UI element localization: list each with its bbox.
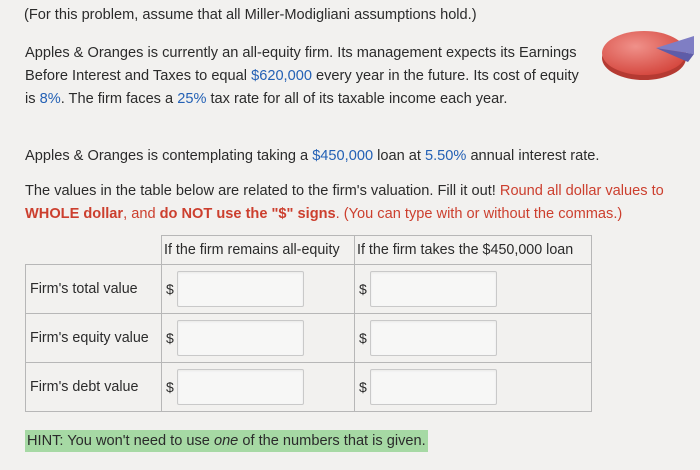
equity-value-all-equity-cell [162,314,355,363]
loan-amount: $450,000 [312,148,374,164]
whole-dollar-note: WHOLE dollar [25,206,124,222]
debt-value-with-loan-input[interactable] [370,369,497,405]
equity-value-all-equity-input[interactable] [177,320,304,356]
pie-chart-icon [600,22,696,84]
total-value-with-loan-cell [355,265,592,314]
dollar-sign: $ [166,281,174,297]
row-label-total-value: Firm's total value [26,265,162,314]
hint-emphasis: one [213,433,239,449]
no-dollar-sign-note: do NOT use the "$" signs [159,206,336,222]
tax-rate-value: 25% [177,91,207,107]
table-row [26,265,592,314]
dollar-sign: $ [359,379,367,395]
loan-text-3: annual interest rate. [466,148,600,164]
valuation-table [25,235,592,412]
intro-paragraph [25,42,585,111]
instructions-text: The values in the table below are related to the firm's valuation. Fill it out! [25,183,500,199]
debt-value-all-equity-cell [162,363,355,412]
table-instructions [25,180,695,226]
assumption-note: (For this problem, assume that all Miller-Modigliani assumptions hold.) [24,7,477,23]
hint-suffix: of the numbers that is given. [238,433,426,449]
hint-prefix: HINT: You won't need to use [27,433,214,449]
hint-note [25,430,428,452]
rounding-note-2: , and [123,206,160,222]
loan-text-1: Apples & Oranges is contemplating taking a [25,148,313,164]
debt-value-all-equity-input[interactable] [177,369,304,405]
intro-text-4: tax rate for all of its taxable income each year. [206,91,508,107]
row-label-debt-value: Firm's debt value [26,363,162,412]
intro-text-3: . The firm faces a [60,91,178,107]
intro-text-1: Apples & Oranges is currently an all-equity firm. Its management expects its Earnings Before Interest and Taxes to equal [25,45,577,84]
commas-note: . (You can type with or without the commas.) [335,206,623,222]
table-row [26,314,592,363]
debt-value-with-loan-cell [355,363,592,412]
total-value-with-loan-input[interactable] [370,271,497,307]
loan-rate: 5.50% [425,148,467,164]
dollar-sign: $ [359,281,367,297]
table-header-row [26,236,592,265]
rounding-note: Round all dollar values to [499,183,664,199]
header-all-equity: If the firm remains all-equity [162,236,355,265]
cost-of-equity-value: 8% [39,91,61,107]
dollar-sign: $ [166,379,174,395]
dollar-sign: $ [359,330,367,346]
total-value-all-equity-cell [162,265,355,314]
total-value-all-equity-input[interactable] [177,271,304,307]
equity-value-with-loan-input[interactable] [370,320,497,356]
dollar-sign: $ [166,330,174,346]
equity-value-with-loan-cell [355,314,592,363]
loan-text-2: loan at [373,148,425,164]
header-blank [26,236,162,265]
row-label-equity-value: Firm's equity value [26,314,162,363]
intro-text-2: every year in the future. Its cost of equity is [25,68,579,107]
loan-paragraph [25,145,599,168]
table-row [26,363,592,412]
header-with-loan: If the firm takes the $450,000 loan [355,236,592,265]
ebit-value: $620,000 [251,68,312,84]
